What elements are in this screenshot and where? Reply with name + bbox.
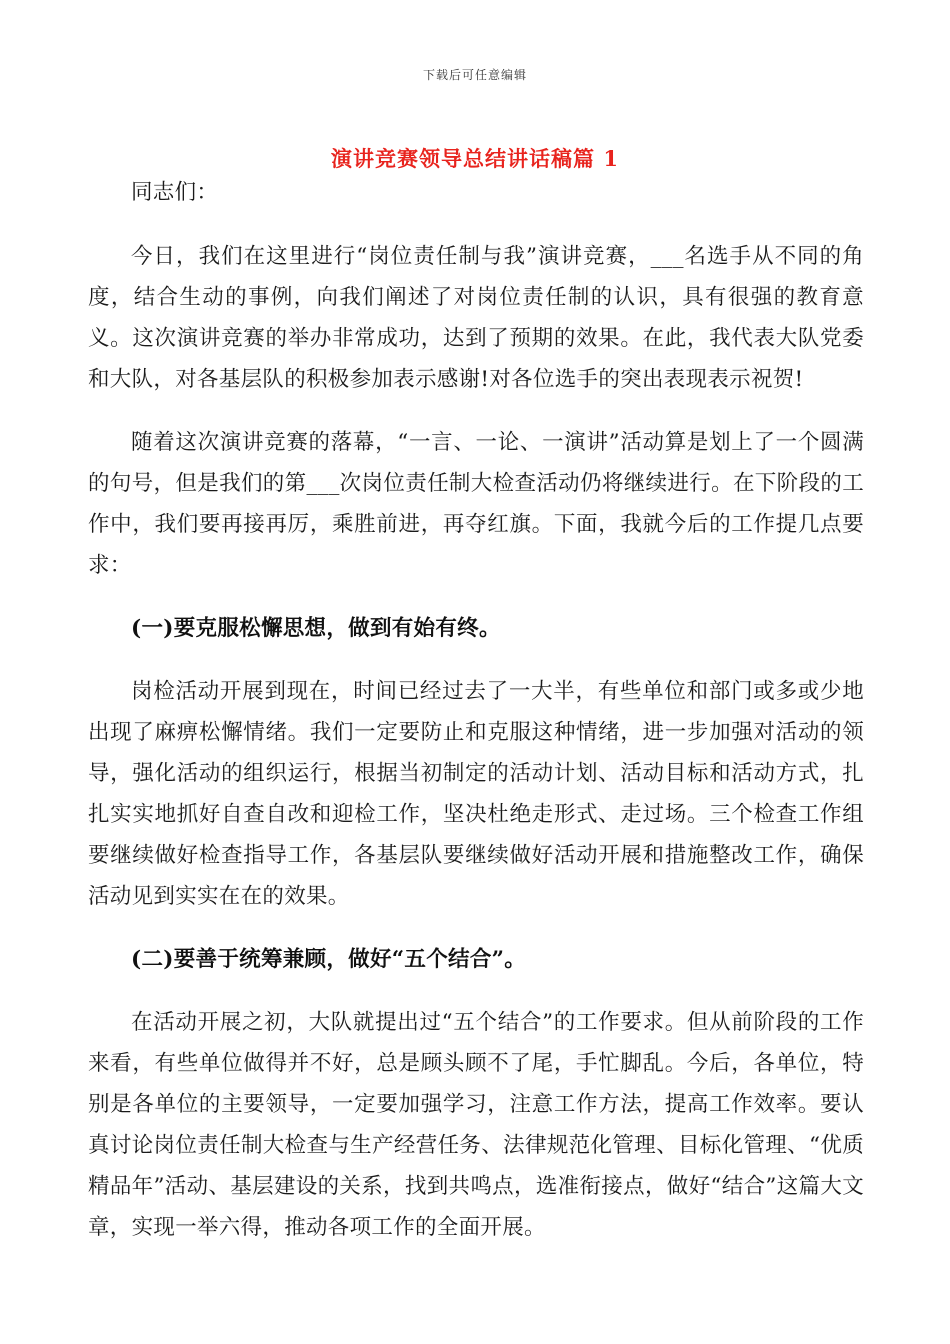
paragraph-3: 岗检活动开展到现在，时间已经过去了一大半，有些单位和部门或多或少地出现了麻痹松懈情绪。我们一定要防止和克服这种情绪，进一步加强对活动的领导，强化活动的组织运行，根据当初制定的活动计划、活动目标和活动方式，扎扎实实地抓好自查自改和迎检工作，坚决杜绝走形式、走过场。三个检查工作组要继续做好检查指导工作，各基层队要继续做好活动开展和措施整改工作，确保活动见到实实在在的效果。: [88, 679, 864, 909]
greeting: 同志们：: [131, 180, 219, 205]
paragraph-1: 今日，我们在这里进行“岗位责任制与我”演讲竞赛，___名选手从不同的角度，结合生动的事例，向我们阐述了对岗位责任制的认识，具有很强的教育意义。这次演讲竞赛的举办非常成功，达到了预期的效果。在此，我代表大队党委和大队，对各基层队的积极参加表示感谢!对各位选手的突出表现表示祝贺!: [88, 244, 864, 392]
header-note: 下载后可任意编辑: [422, 68, 527, 82]
paragraph-4: 在活动开展之初，大队就提出过“五个结合”的工作要求。但从前阶段的工作来看，有些单位做得并不好，总是顾头顾不了尾，手忙脚乱。今后，各单位，特别是各单位的主要领导，一定要加强学习，注意工作方法，提高工作效率。要认真讨论岗位责任制大检查与生产经营任务、法律规范化管理、目标化管理、“优质精品年”活动、基层建设的关系，找到共鸣点，选准衔接点，做好“结合”这篇大文章，实现一举六得，推动各项工作的全面开展。: [88, 1010, 864, 1240]
page-title: 演讲竞赛领导总结讲话稿篇 1: [331, 146, 619, 171]
section-heading-2: (二)要善于统筹兼顾，做好“五个结合”。: [131, 947, 527, 972]
document-body: [88, 172, 864, 1248]
section-heading-1: (一)要克服松懈思想，做到有始有终。: [131, 616, 501, 641]
paragraph-2: 随着这次演讲竞赛的落幕，“一言、一论、一演讲”活动算是划上了一个圆满的句号，但是我们的第___次岗位责任制大检查活动仍将继续进行。在下阶段的工作中，我们要再接再厉，乘胜前进，再夺红旗。下面，我就今后的工作提几点要求：: [88, 430, 864, 578]
